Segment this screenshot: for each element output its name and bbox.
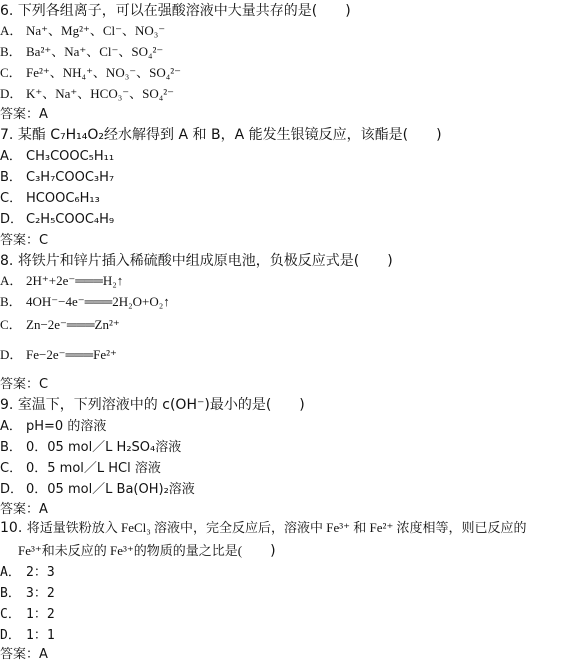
q7-option-b-text: C₃H₇COOC₃H₇ bbox=[26, 170, 115, 185]
q6-stem bbox=[0, 4, 351, 18]
q10-option-a bbox=[0, 566, 55, 579]
q9-answer: 答案：A bbox=[0, 502, 48, 517]
q10-option-b bbox=[0, 587, 55, 600]
q7-option-c-label: C． bbox=[0, 191, 23, 206]
q7-stem-end: ) bbox=[436, 127, 442, 143]
q8-option-d bbox=[0, 348, 117, 361]
q7-stem-text: 某酯 C₇H₁₄O₂经水解得到 A 和 B，A 能发生银镜反应，该酯是( bbox=[17, 127, 409, 143]
q6-option-a-label: A． bbox=[0, 23, 23, 38]
q8-answer: 答案：C bbox=[0, 377, 49, 392]
q9-stem-text: 室温下，下列溶液中的 c(OH⁻)最小的是( bbox=[17, 397, 272, 413]
q6-option-d-text: K⁺、Na⁺、HCO₃⁻、SO₄²⁻ bbox=[26, 86, 175, 101]
q7-answer: 答案：C bbox=[0, 233, 49, 248]
q7-option-c-text: HCOOC₆H₁₃ bbox=[26, 191, 100, 206]
q9-option-a bbox=[0, 420, 106, 433]
q6-option-c bbox=[0, 66, 181, 79]
q8-number: 8. bbox=[0, 253, 14, 269]
q7-stem bbox=[0, 128, 442, 142]
q6-option-c-text: Fe²⁺、NH₄⁺、NO₃⁻、SO₄²⁻ bbox=[26, 65, 182, 80]
q8-option-c-label: C． bbox=[0, 317, 22, 332]
q10-option-a-text: 2：3 bbox=[26, 565, 55, 580]
q10-option-a-label: A． bbox=[0, 565, 21, 580]
q9-option-c-label: C． bbox=[0, 461, 23, 476]
q7-option-a-text: CH₃COOC₅H₁₁ bbox=[26, 149, 115, 164]
q7-option-d-label: D． bbox=[0, 212, 24, 227]
q6-option-b-label: B． bbox=[0, 44, 22, 59]
q10-option-c-label: C． bbox=[0, 607, 21, 622]
q6-option-b-text: Ba²⁺、Na⁺、Cl⁻、SO₄²⁻ bbox=[26, 44, 164, 59]
q9-option-b-text: 0．05 mol／L H₂SO₄溶液 bbox=[26, 440, 182, 455]
q9-option-b bbox=[0, 441, 181, 454]
q10-option-c-text: 1：2 bbox=[26, 607, 55, 622]
q10-option-d bbox=[0, 629, 55, 642]
q8-option-c-text: Zn−2e⁻═══Zn²⁺ bbox=[26, 317, 120, 332]
q9-stem-end: ) bbox=[299, 397, 305, 413]
q10-option-d-text: 1：1 bbox=[26, 628, 55, 643]
q10-option-b-text: 3：2 bbox=[26, 586, 55, 601]
q6-option-d-label: D． bbox=[0, 86, 23, 101]
q10-stem-end: ) bbox=[270, 543, 276, 559]
q6-option-a bbox=[0, 24, 165, 37]
q7-option-d bbox=[0, 213, 114, 226]
q10-stem-line2 bbox=[18, 544, 276, 558]
q10-stem-line2-text: Fe³⁺和未反应的 Fe³⁺的物质的量之比是( bbox=[18, 543, 243, 558]
q8-option-b-label: B． bbox=[0, 294, 22, 309]
q8-stem bbox=[0, 254, 393, 268]
q10-option-b-label: B． bbox=[0, 586, 21, 601]
q7-option-b-label: B． bbox=[0, 170, 22, 185]
q9-option-c bbox=[0, 462, 161, 475]
q8-option-b bbox=[0, 295, 170, 308]
q6-number: 6. bbox=[0, 3, 14, 19]
q10-answer: 答案：A bbox=[0, 647, 48, 662]
q9-option-a-label: A． bbox=[0, 419, 22, 434]
q6-option-a-text: Na⁺、Mg²⁺、Cl⁻、NO₃⁻ bbox=[26, 23, 166, 38]
q9-option-c-text: 0．5 mol／L HCl 溶液 bbox=[26, 461, 161, 476]
q7-option-d-text: C₂H₅COOC₄H₉ bbox=[26, 212, 115, 227]
q6-option-c-label: C． bbox=[0, 65, 22, 80]
q9-option-d bbox=[0, 483, 195, 496]
q9-number: 9. bbox=[0, 397, 14, 413]
q7-option-a bbox=[0, 150, 114, 163]
q10-option-c bbox=[0, 608, 55, 621]
q10-stem-line1 bbox=[0, 521, 527, 535]
q8-option-d-text: Fe−2e⁻═══Fe²⁺ bbox=[26, 347, 117, 362]
q8-option-a-text: 2H⁺+2e⁻═══H₂↑ bbox=[26, 273, 124, 288]
q6-option-d bbox=[0, 87, 174, 100]
q8-stem-end: ) bbox=[387, 253, 393, 269]
q9-option-a-text: pH=0 的溶液 bbox=[26, 419, 107, 434]
q7-number: 7. bbox=[0, 127, 14, 143]
q9-option-b-label: B． bbox=[0, 440, 22, 455]
q7-option-a-label: A． bbox=[0, 149, 22, 164]
q10-option-d-label: D． bbox=[0, 628, 21, 643]
q6-stem-text: 下列各组离子，可以在强酸溶液中大量共存的是( bbox=[17, 3, 318, 19]
q10-number: 10. bbox=[0, 520, 23, 536]
q8-option-a-label: A． bbox=[0, 273, 23, 288]
q9-option-d-label: D． bbox=[0, 482, 24, 497]
q8-option-a bbox=[0, 274, 123, 287]
q6-stem-end: ) bbox=[345, 3, 351, 19]
q10-stem-line1-text: 将适量铁粉放入 FeCl₃ 溶液中，完全反应后，溶液中 Fe³⁺ 和 Fe²⁺ 浓度相等，则已反应的 bbox=[26, 520, 527, 535]
q9-stem bbox=[0, 398, 305, 412]
q9-option-d-text: 0．05 mol／L Ba(OH)₂溶液 bbox=[26, 482, 195, 497]
q7-option-b bbox=[0, 171, 114, 184]
q8-option-b-text: 4OH⁻−4e⁻═══2H₂O+O₂↑ bbox=[26, 294, 170, 309]
q7-option-c bbox=[0, 192, 100, 205]
q8-option-d-label: D． bbox=[0, 347, 23, 362]
q6-answer: 答案：A bbox=[0, 107, 48, 122]
q8-stem-text: 将铁片和锌片插入稀硫酸中组成原电池，负极反应式是( bbox=[17, 253, 360, 269]
q6-option-b bbox=[0, 45, 163, 58]
q8-option-c bbox=[0, 318, 120, 331]
